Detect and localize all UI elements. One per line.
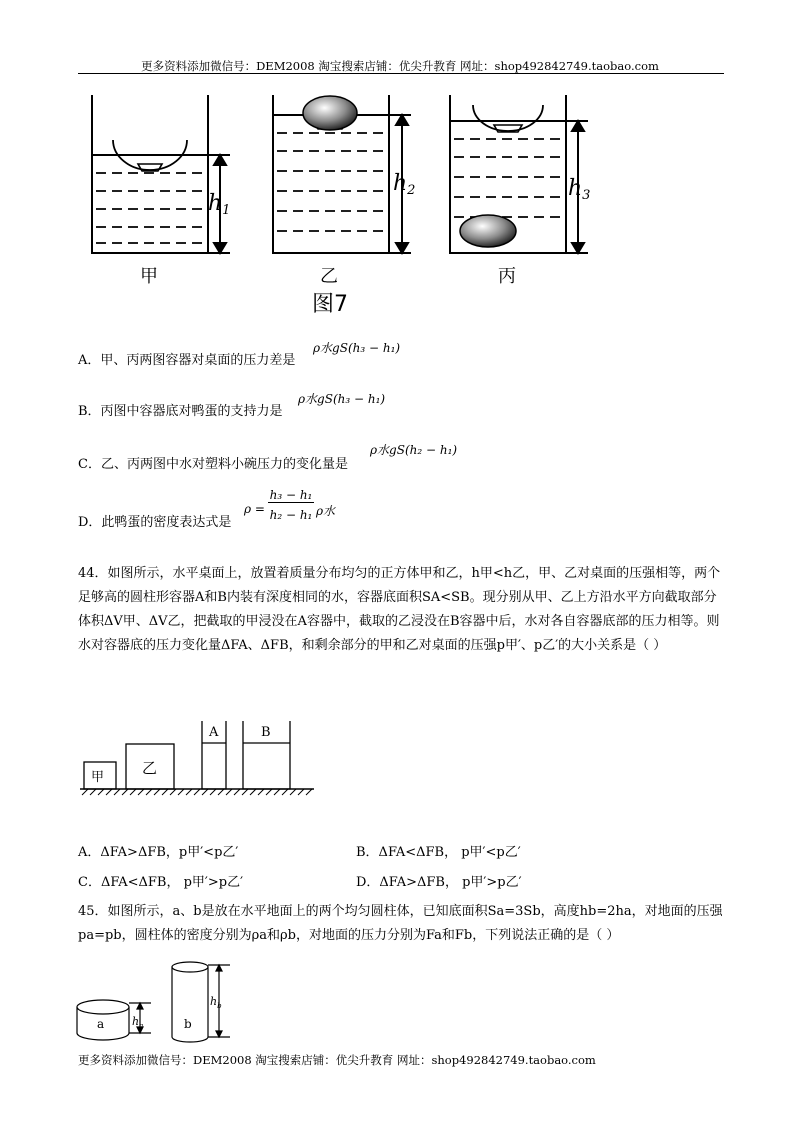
q43-formula-d-denominator: h₂ − h₁ [269, 508, 313, 522]
q43-option-a: A．甲、丙两图容器对桌面的压力差是 [78, 353, 296, 368]
q43-formula-d-lhs: ρ = [244, 502, 265, 516]
q45-label-ha: $h_a$ [132, 1015, 144, 1030]
q44-option-c: C．ΔFA<ΔFB， p甲′>p乙′ [78, 875, 244, 890]
egg-yi [303, 96, 357, 130]
q44-option-a: A．ΔFA>ΔFB，p甲′<p乙′ [78, 845, 239, 860]
figure-7-caption: 图7 [312, 292, 348, 315]
q45-stem: 45．如图所示，a、b是放在水平地面上的两个均匀圆柱体，已知底面积Sa=3Sb，高度hb=2ha，对地面的压强pa=pb，圆柱体的密度分别为ρa和ρb，对地面的压力分别为Fa和Fb，下列说法正确的是（ ） [78, 904, 723, 943]
page-footer: 更多资料添加微信号：DEM2008 淘宝搜索店铺：优尖升教育 网址：shop492842749.taobao.com [78, 1053, 596, 1067]
label-yi: 乙 [320, 266, 338, 287]
h1-label: h1 [208, 191, 231, 218]
q43-option-c: C．乙、丙两图中水对塑料小碗压力的变化量是 [78, 457, 348, 472]
header-divider [78, 73, 724, 74]
q44-label-b: B [261, 725, 271, 740]
q43-formula-c: ρ水gS(h₂ − h₁) [370, 443, 458, 457]
page-header: 更多资料添加微信号：DEM2008 淘宝搜索店铺：优尖升教育 网址：shop492842749.taobao.com [141, 59, 659, 73]
q45-label-hb: $h_b$ [210, 995, 222, 1010]
q44-label-yi: 乙 [142, 759, 158, 777]
q43-option-b: B．丙图中容器底对鸭蛋的支持力是 [78, 404, 283, 419]
q45-label-b: b [184, 1017, 192, 1031]
q43-formula-b: ρ水gS(h₃ − h₁) [298, 392, 386, 406]
h3-label: h3 [568, 176, 591, 203]
q44-label-jia: 甲 [91, 770, 105, 785]
figure-7 [80, 85, 620, 315]
label-bing: 丙 [498, 266, 516, 287]
q44-label-a: A [209, 725, 219, 740]
q44-option-b: B．ΔFA<ΔFB， p甲′<p乙′ [356, 845, 521, 860]
q43-option-d: D．此鸭蛋的密度表达式是 [78, 515, 232, 530]
q43-formula-d-numerator: h₃ − h₁ [269, 488, 313, 502]
container-jia [92, 95, 230, 253]
h2-label: h2 [393, 171, 416, 198]
q44-figure [78, 716, 318, 798]
q43-formula-a: ρ水gS(h₃ − h₁) [313, 341, 401, 355]
q45-label-a: a [97, 1017, 105, 1031]
label-jia: 甲 [140, 266, 158, 287]
q43-formula-d-rhs: ρ水 [316, 504, 336, 518]
egg-bing [460, 215, 516, 247]
q44-stem: 44．如图所示，水平桌面上，放置着质量分布均匀的正方体甲和乙，h甲<h乙，甲、乙对桌面的压强相等，两个足够高的圆柱形容器A和B内装有深度相同的水，容器底面积SA<SB。现分别从甲、乙上方沿水平方向截取部分体积ΔV甲、ΔV乙，把截取的甲浸没在A容器中，截取的乙浸没在B容器中后，水对各自容器底部的压力相等。则水对容器底的压力变化量ΔFA、ΔFB，和剩余部分的甲和乙对桌面的压强p甲′、p乙′的大小关系是（ ） [78, 566, 721, 653]
q45-figure [74, 955, 244, 1047]
q44-option-d: D．ΔFA>ΔFB， p甲′>p乙′ [356, 875, 522, 890]
